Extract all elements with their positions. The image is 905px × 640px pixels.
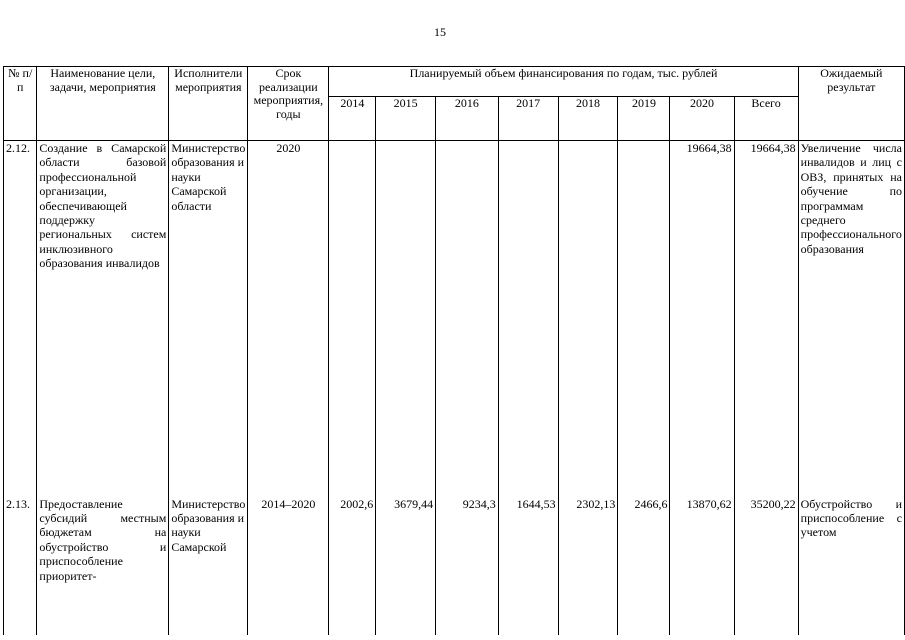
row-name: Предоставление субсидий местным бюджетам на обустройство и приспособление приоритет- [37,497,169,635]
row-value-2016 [436,141,499,497]
row-value-2014: 2002,6 [329,497,376,635]
header-year: 2020 [670,97,734,141]
row-num: 2.13. [4,497,37,635]
row-value-2016: 9234,3 [436,497,499,635]
header-year: 2015 [376,97,436,141]
row-value-2014 [329,141,376,497]
header-executor: Исполнители мероприятия [169,67,248,141]
row-result: Увеличение числа инвалидов и лиц с ОВЗ, принятых на обучение по программам среднего профессионального образования [798,141,904,497]
row-value-2019: 2466,6 [618,497,670,635]
row-result: Обустройство и приспособление с учетом [798,497,904,635]
header-num: № п/п [4,67,37,141]
header-year: 2016 [436,97,499,141]
funding-table [3,66,905,635]
header-year: 2014 [329,97,376,141]
row-value-2017 [498,141,558,497]
header-term: Срок реализации мероприятия, годы [248,67,329,141]
header-result: Ожидаемый результат [798,67,904,141]
header-name: Наименование цели, задачи, мероприятия [37,67,169,141]
table-row [4,497,905,635]
row-num: 2.12. [4,141,37,497]
header-year: 2017 [498,97,558,141]
row-executor: Министерство образования и науки Самарской области [169,141,248,497]
funding-table-wrapper [3,66,905,635]
row-value-total: 19664,38 [734,141,798,497]
header-year: 2018 [558,97,618,141]
row-term: 2014–2020 [248,497,329,635]
row-value-2018: 2302,13 [558,497,618,635]
row-value-2017: 1644,53 [498,497,558,635]
row-name: Создание в Самарской области базовой профессиональной организации, обеспечивающей поддержку региональных систем инклюзивного образования инвалидов [37,141,169,497]
row-value-2020: 19664,38 [670,141,734,497]
row-value-2019 [618,141,670,497]
row-value-2015 [376,141,436,497]
page-number: 15 [434,25,446,39]
row-term: 2020 [248,141,329,497]
header-total: Всего [734,97,798,141]
header-funding: Планируемый объем финансирования по годам, тыс. рублей [329,67,798,97]
row-value-2020: 13870,62 [670,497,734,635]
table-row [4,141,905,497]
row-value-2015: 3679,44 [376,497,436,635]
row-value-2018 [558,141,618,497]
row-executor: Министерство образования и науки Самарской [169,497,248,635]
header-year: 2019 [618,97,670,141]
row-value-total: 35200,22 [734,497,798,635]
